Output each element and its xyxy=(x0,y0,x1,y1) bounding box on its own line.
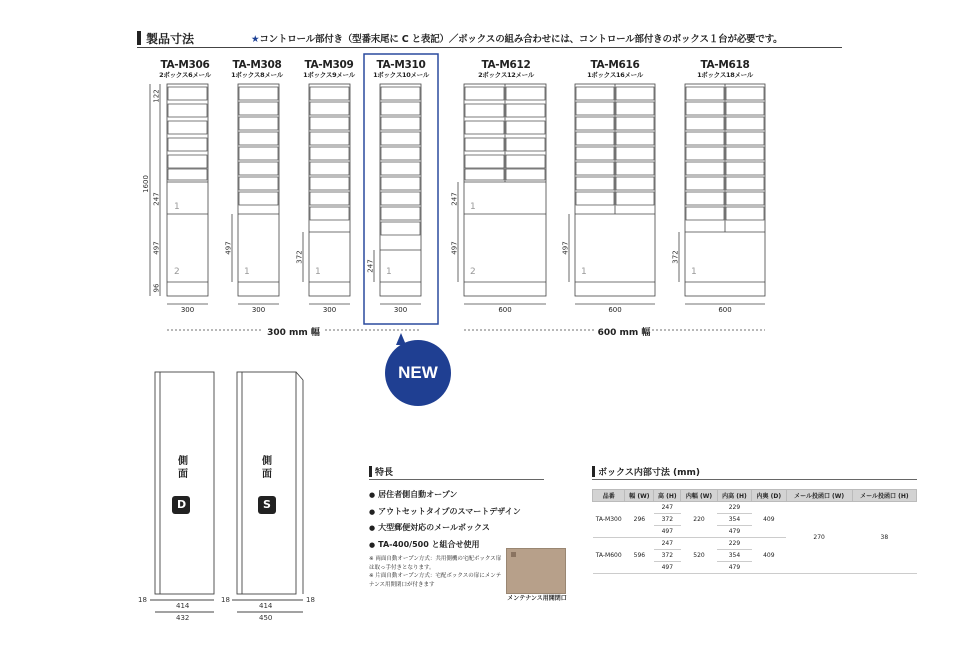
dim-inner-left: 414 xyxy=(176,602,190,610)
model-ta-m310: TA-M310 1ボックス10メール xyxy=(373,59,429,79)
width-m306: 300 xyxy=(180,306,195,314)
dim-247-m310: 247 xyxy=(366,259,375,273)
dim-1600: 1600 xyxy=(141,175,150,193)
dim-gap-right-b: 18 xyxy=(306,596,315,604)
cell-inner-depth: 409 xyxy=(752,502,786,538)
table-header-row xyxy=(593,490,917,502)
cell-height: 497 xyxy=(654,562,681,574)
cell-inner-height: 479 xyxy=(717,562,751,574)
side-view-left xyxy=(155,372,214,594)
box-num: 1 xyxy=(174,202,180,212)
th-inner-width: 内幅 (W) xyxy=(681,490,717,502)
maintenance-opening-label: メンテナンス用開閉口 xyxy=(507,595,567,602)
cell-inner-height: 354 xyxy=(717,550,751,562)
cell-height: 247 xyxy=(654,538,681,550)
feature-item: ● TA-400/500 と組合せ使用 xyxy=(369,537,521,554)
cell-mail-h: 38 xyxy=(852,502,916,574)
dim-outer-right: 450 xyxy=(259,614,273,622)
cell-width: 296 xyxy=(625,502,654,538)
dim-497-m308: 497 xyxy=(224,241,233,255)
box-num: 1 xyxy=(315,267,321,277)
dim-gap-left: 18 xyxy=(138,596,147,604)
side-label-left: 側面 xyxy=(178,456,188,480)
cell-inner-height: 354 xyxy=(717,514,751,526)
side-label-right: 側面 xyxy=(262,456,272,480)
table-title: ボックス内部寸法 (mm) xyxy=(598,468,701,478)
cell-inner-depth: 409 xyxy=(752,538,786,574)
th-height: 高 (H) xyxy=(654,490,681,502)
cell-mail-w: 270 xyxy=(786,502,852,574)
features-marker xyxy=(369,466,372,477)
header-note-text: コントロール部付き（型番末尾に C と表記）／ボックスの組み合わせには、コントロール部付きのボックス１台が必要です。 xyxy=(259,34,783,45)
features-title: 特長 xyxy=(375,468,394,478)
dim-372-m618: 372 xyxy=(671,250,680,264)
star-icon: ★ xyxy=(251,34,260,45)
feature-note: ※ 片面自動オープン方式：宅配ボックスの扉にメンテナンス用開閉口が付きます xyxy=(369,573,502,588)
model-ta-m616: TA-M616 1ボックス16メール xyxy=(587,59,643,79)
width-m618: 600 xyxy=(718,306,732,314)
model-ta-m309: TA-M309 1ボックス9メール xyxy=(303,59,355,79)
cell-height: 372 xyxy=(654,550,681,562)
dim-497-m306: 497 xyxy=(152,241,161,255)
new-badge: NEW xyxy=(385,340,451,406)
table-row xyxy=(593,502,917,514)
dim-inner-right: 414 xyxy=(259,602,273,610)
th-inner-height: 内高 (H) xyxy=(717,490,751,502)
feature-item: ● アウトセットタイプのスマートデザイン xyxy=(369,504,521,521)
group-600: 600 mm 幅 xyxy=(597,328,651,338)
model-ta-m612: TA-M612 2ボックス12メール xyxy=(478,59,534,79)
th-model: 品番 xyxy=(593,490,625,502)
width-m612: 600 xyxy=(498,306,512,314)
box-num: 1 xyxy=(581,267,587,277)
page-title: 製品寸法 xyxy=(146,32,195,46)
feature-item: ● 居住者側自動オープン xyxy=(369,487,521,504)
features-list xyxy=(369,487,521,553)
width-m308: 300 xyxy=(251,306,266,314)
dim-497-m612: 497 xyxy=(450,241,459,255)
th-inner-depth: 内奥 (D) xyxy=(752,490,786,502)
width-m310: 300 xyxy=(393,306,408,314)
cell-model: TA-M600 xyxy=(593,538,625,574)
box-num: 1 xyxy=(691,267,697,277)
cell-inner-height: 229 xyxy=(717,502,751,514)
dim-outer-left: 432 xyxy=(176,614,190,622)
model-ta-m618: TA-M618 1ボックス18メール xyxy=(697,59,753,79)
dim-372-m309: 372 xyxy=(295,250,304,264)
dim-497-m616: 497 xyxy=(561,241,570,255)
th-mail-w: メール投函口 (W) xyxy=(786,490,852,502)
d-icon: D xyxy=(177,498,187,511)
group-300: 300 mm 幅 xyxy=(267,328,320,338)
cell-model: TA-M300 xyxy=(593,502,625,538)
box-num: 1 xyxy=(244,267,250,277)
model-ta-m308: TA-M308 1ボックス8メール xyxy=(231,59,283,79)
features-divider xyxy=(369,479,544,480)
dim-247-m306: 247 xyxy=(152,192,161,206)
cell-height: 247 xyxy=(654,502,681,514)
cell-height: 372 xyxy=(654,514,681,526)
dim-96: 96 xyxy=(152,283,161,293)
th-width: 幅 (W) xyxy=(625,490,654,502)
side-view-right xyxy=(237,372,296,594)
inner-dimension-table xyxy=(592,489,917,574)
width-m616: 600 xyxy=(608,306,622,314)
feature-note: ※ 両面自動オープン方式：共用側機の宅配ボックス扉は取っ手付きとなります。 xyxy=(369,556,502,571)
table-marker xyxy=(592,466,595,477)
box-num: 1 xyxy=(470,202,476,212)
cell-inner-height: 229 xyxy=(717,538,751,550)
s-icon: S xyxy=(263,498,271,511)
table-divider xyxy=(592,479,917,480)
th-mail-h: メール投函口 (H) xyxy=(852,490,916,502)
cell-inner-width: 520 xyxy=(681,538,717,574)
width-m309: 300 xyxy=(322,306,337,314)
maintenance-opening-window xyxy=(511,552,516,557)
feature-item: ● 大型郵便対応のメールボックス xyxy=(369,520,521,537)
dim-gap-right-a: 18 xyxy=(221,596,230,604)
dim-122: 122 xyxy=(152,89,161,103)
cell-height: 497 xyxy=(654,526,681,538)
cell-width: 596 xyxy=(625,538,654,574)
cell-inner-height: 479 xyxy=(717,526,751,538)
model-ta-m306: TA-M306 2ボックス6メール xyxy=(159,59,211,79)
features-notes xyxy=(369,555,504,589)
box-num: 1 xyxy=(386,267,392,277)
box-num: 2 xyxy=(174,267,180,277)
dim-247-m612: 247 xyxy=(450,192,459,206)
cell-inner-width: 220 xyxy=(681,502,717,538)
box-num: 2 xyxy=(470,267,476,277)
